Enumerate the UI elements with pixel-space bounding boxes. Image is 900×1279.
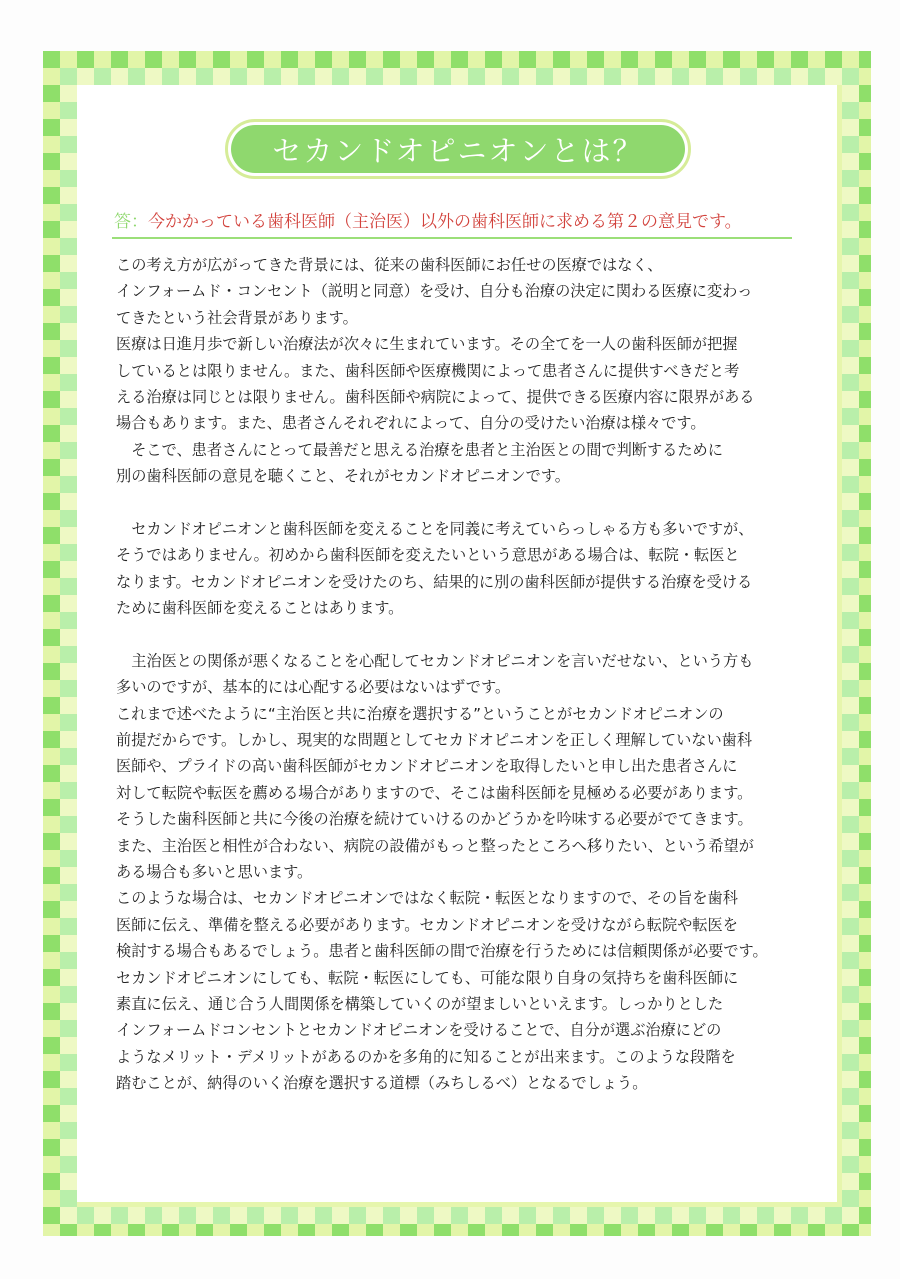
answer-text: 今かかっている歯科医師（主治医）以外の歯科医師に求める第２の意見です。 — [148, 212, 742, 232]
text-line: える治療は同じとは限りません。歯科医師や病院によって、提供できる医療内容に限界がある — [116, 387, 755, 406]
text-line: 前提だからです。しかし、現実的な問題としてセカドオピニオンを正しく理解していない歯科 — [116, 731, 753, 750]
paragraph-gap — [116, 490, 816, 516]
text-line: てきたという社会背景があります。 — [116, 308, 358, 327]
text-line: しているとは限りません。また、歯科医師や医療機関によって患者さんに提供すべきだと考 — [116, 361, 740, 380]
answer-heading — [114, 207, 794, 232]
paragraph-2 — [116, 516, 816, 622]
text-line: そこで、患者さんにとって最善だと思える治療を患者と主治医との間で判断するために — [116, 440, 723, 459]
text-line: このような場合は、セカンドオピニオンではなく転院・転医となりますので、その旨を歯科 — [116, 889, 738, 908]
text-line: 多いのですが、基本的には心配する必要はないはずです。 — [116, 678, 511, 697]
answer-label: 答： — [114, 212, 148, 232]
text-line: ようなメリット・デメリットがあるのかを多角的に知ることが出来ます。このような段階を — [116, 1047, 736, 1066]
text-line: ために歯科医師を変えることはあります。 — [116, 599, 404, 618]
text-line: セカンドオピニオンにしても、転院・転医にしても、可能な限り自身の気持ちを歯科医師に — [116, 968, 739, 987]
text-line: 場合もあります。また、患者さんそれぞれによって、自分の受けたい治療は様々です。 — [116, 414, 706, 433]
answer-underline — [112, 237, 792, 239]
text-line: セカンドオピニオンと歯科医師を変えることを同義に考えていらっしゃる方も多いですが、 — [116, 519, 754, 538]
paragraph-1 — [116, 252, 816, 490]
text-line: 素直に伝え、通じ合う人間関係を構築していくのが望ましいといえます。しっかりとした — [116, 994, 724, 1013]
text-line: また、主治医と相性が合わない、病院の設備がもっと整ったところへ移りたい、という希望が — [116, 836, 754, 855]
text-line: そうではありません。初めから歯科医師を変えたいという意思がある場合は、転院・転医と — [116, 546, 740, 565]
text-line: この考え方が広がってきた背景には、従来の歯科医師にお任せの医療ではなく、 — [116, 256, 663, 274]
title-banner — [225, 119, 691, 179]
text-line: 別の歯科医師の意見を聴くこと、それがセカンドオピニオンです。 — [116, 467, 570, 486]
text-line: インフォームド・コンセント（説明と同意）を受け、自分も治療の決定に関わる医療に変わっ — [116, 282, 753, 301]
text-line: 主治医との関係が悪くなることを心配してセカンドオピニオンを言いだせない、という方も — [116, 651, 754, 670]
text-line: ある場合も多いと思います。 — [116, 862, 313, 881]
text-line: 医師や、プライドの高い歯科医師がセカンドオピニオンを取得したいと申し出た患者さんに — [116, 757, 738, 776]
text-line: なります。セカンドオピニオンを受けたのち、結果的に別の歯科医師が提供する治療を受ける — [116, 572, 753, 591]
text-line: 検討する場合もあるでしょう。患者と歯科医師の間で治療を行うためには信頼関係が必要です。 — [116, 942, 768, 961]
page-title: セカンドオピニオンとは？ — [231, 125, 685, 173]
text-line: そうした歯科医師と共に今後の治療を続けていけるのかどうかを吟味する必要がでてきます。 — [116, 810, 753, 829]
text-line: これまで述べたように“主治医と共に治療を選択する”ということがセカンドオピニオンの — [116, 704, 724, 723]
text-line: 対して転院や転医を薦める場合がありますので、そこは歯科医師を見極める必要があります。 — [116, 783, 753, 802]
paragraph-3 — [116, 648, 816, 1097]
text-line: 医療は日進月歩で新しい治療法が次々に生まれています。その全てを一人の歯科医師が把握 — [116, 335, 738, 354]
text-line: 踏むことが、納得のいく治療を選択する道標（みちしるべ）となるでしょう。 — [116, 1074, 648, 1093]
paragraph-gap — [116, 621, 816, 647]
text-line: 医師に伝え、準備を整える必要があります。セカンドオピニオンを受けながら転院や転医を — [116, 915, 738, 934]
body-text — [116, 252, 816, 1097]
text-line: インフォームドコンセントとセカンドオピニオンを受けることで、自分が選ぶ治療にどの — [116, 1021, 722, 1040]
